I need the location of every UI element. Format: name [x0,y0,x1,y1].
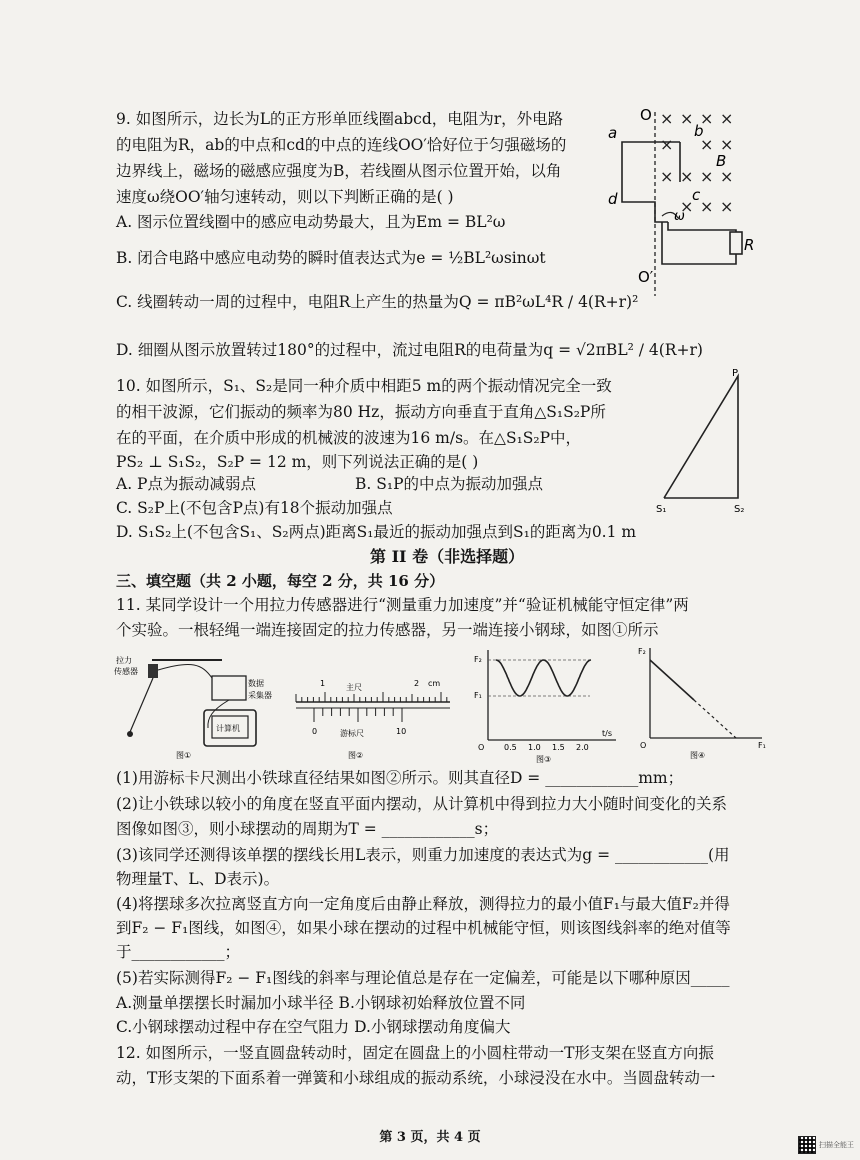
fig2-tick-2: 2 [414,679,420,688]
q11-intro-2: 个实验。一根轻绳一端连接固定的拉力传感器，另一端连接小钢球，如图①所示 [116,621,659,639]
label-b-field: B [716,152,727,170]
q9-line-4: 速度ω绕OO′轴匀速转动，则以下判断正确的是( ) [116,188,454,206]
q12-line-2: 动，T形支架的下面系着一弹簧和小球组成的振动系统，小球浸没在水中。当圆盘转动一 [116,1069,716,1087]
q10-line-1: 10. 如图所示，S₁、S₂是同一种介质中相距5 m的两个振动情况完全一致 [116,377,612,395]
fig3-force-curve [496,660,591,696]
q9-option-a: A. 图示位置线圈中的感应电动势最大，且为Em = BL²ω [116,213,506,231]
label-s1: S₁ [656,504,667,515]
fig3-tick-0-5: 0.5 [504,743,517,752]
q9-line-2: 的电阻为R，ab的中点和cd的中点的连线OO′恰好位于匀强磁场的 [116,136,567,154]
q12-line-1: 12. 如图所示，一竖直圆盘转动时，固定在圆盘上的小圆柱带动一T形支架在竖直方向振 [116,1044,714,1062]
fig1-collector-label-2: 采集器 [248,691,272,700]
section3-title: 三、填空题（共 2 小题，每空 2 分，共 16 分） [116,572,445,590]
scanner-stamp [798,1136,854,1154]
q10-line-2: 的相干波源，它们振动的频率为80 Hz，振动方向垂直于直角△S₁S₂P所 [116,403,606,421]
fig3-f2: F₂ [474,655,482,664]
q9-line-1: 9. 如图所示，边长为L的正方形单匝线圈abcd，电阻为r，外电路 [116,110,564,128]
label-d: d [608,190,618,208]
q11-part-2b: 图像如图③，则小球摆动的周期为T = ____________s； [116,820,499,838]
fig2-unit: cm [428,679,441,688]
q9-option-b: B. 闭合电路中感应电动势的瞬时值表达式为e = ½BL²ωsinωt [116,249,546,267]
field-cross: × [660,167,674,186]
q11-figure-2 [290,672,460,762]
field-cross: × [700,135,714,154]
field-cross: × [680,167,694,186]
label-o: O [640,106,652,124]
field-cross: × [680,197,694,216]
label-s2: S₂ [734,504,745,515]
fig3-tick-1-0: 1.0 [528,743,541,752]
part2-title: 第 II 卷（非选择题） [370,547,525,566]
q11-part-4a: (4)将摆球多次拉离竖直方向一定角度后由静止释放，测得拉力的最小值F₁与最大值F₂并得 [116,895,730,913]
fig3-t-axis: t/s [602,729,612,738]
fig4-f1: F₁ [758,741,766,750]
q11-part-4c: 于____________； [116,943,241,961]
field-cross: × [720,167,734,186]
fig2-tick-1: 1 [320,679,326,688]
fig3-f1: F₁ [474,691,482,700]
label-p: P [732,368,739,379]
field-cross: × [720,197,734,216]
fig2-vernier-label: 游标尺 [340,729,364,738]
fig3-tick-2-0: 2.0 [576,743,589,752]
q9-line-3: 边界线上，磁场的磁感应强度为B，若线圈从图示位置开始，以角 [116,162,562,180]
field-cross: × [720,109,734,128]
q9-option-c: C. 线圈转动一周的过程中，电阻R上产生的热量为Q = πB²ωL⁴R / 4(R+r)² [116,293,639,311]
q11-part-5-options-ab: A.测量单摆摆长时漏加小球半径 B.小钢球初始释放位置不同 [116,994,526,1012]
fig4-caption: 图④ [690,751,706,760]
fig4-f2: F₂ [638,647,646,656]
q10-option-b: B. S₁P的中点为振动加强点 [355,475,544,493]
q11-figure-4 [634,644,774,764]
fig2-main-scale: 主尺 [346,683,362,692]
q11-figure-3 [466,644,626,764]
q11-part-3b: 物理量T、L、D表示)。 [116,870,280,888]
field-cross: × [660,109,674,128]
field-cross: × [700,167,714,186]
label-omega: ω [674,209,685,224]
q11-part-4b: 到F₂ − F₁图线，如图④，如果小球在摆动的过程中机械能守恒，则该图线斜率的绝对值等 [116,919,731,937]
q11-part-5-options-cd: C.小钢球摆动过程中存在空气阻力 D.小钢球摆动角度偏大 [116,1018,511,1036]
qr-code-icon [798,1136,816,1154]
q9-option-d: D. 细圈从图示放置转过180°的过程中，流过电阻R的电荷量为q = √2πBL² / 4(R+r) [116,341,703,359]
q10-triangle-figure [648,366,758,516]
q11-part-2a: (2)让小铁球以较小的角度在竖直平面内摆动，从计算机中得到拉力大小随时间变化的关系 [116,795,727,813]
fig2-caption: 图② [348,751,364,760]
field-cross: × [680,109,694,128]
q10-line-4: PS₂ ⊥ S₁S₂，S₂P = 12 m，则下列说法正确的是( ) [116,453,479,471]
label-b: b [694,122,704,140]
fig4-dashed-line [694,700,736,738]
fig1-collector-label: 数据 [248,679,264,688]
q9-coil-figure [600,104,760,300]
q10-option-a: A. P点为振动减弱点 [116,475,256,493]
label-a: a [608,124,618,142]
fig2-v0: 0 [312,727,318,736]
q11-part-5: (5)若实际测得F₂ − F₁图线的斜率与理论值总是存在一定偏差，可能是以下哪种原因_____ [116,969,730,987]
resistor-r [730,232,742,254]
q10-line-3: 在的平面，在介质中形成的机械波的波速为16 m/s。在△S₁S₂P中， [116,429,582,447]
fig1-sensor-label-2: 传感器 [114,667,138,676]
q11-part-1: (1)用游标卡尺测出小铁球直径结果如图②所示。则其直径D = ____________mm； [116,769,684,787]
label-c: c [692,186,701,204]
fig3-origin: O [478,743,485,752]
field-cross: × [720,135,734,154]
label-o-prime: O′ [638,268,654,286]
scanner-stamp-label: 扫描全能王 [819,1141,854,1149]
page-footer: 第 3 页，共 4 页 [379,1130,481,1145]
fig1-caption: 图① [176,751,192,760]
q10-option-d: D. S₁S₂上(不包含S₁、S₂两点)距离S₁最近的振动加强点到S₁的距离为0.1 m [116,523,637,541]
label-r: R [744,236,755,254]
fig2-v10: 10 [396,727,407,736]
fig4-origin: O [640,741,647,750]
field-cross: × [700,197,714,216]
q11-figure-1 [112,650,277,760]
q10-option-c: C. S₂P上(不包含P点)有18个振动加强点 [116,499,393,517]
fig4-solid-line [650,660,694,700]
fig1-computer-label: 计算机 [216,724,240,733]
fig3-tick-1-5: 1.5 [552,743,565,752]
field-cross: × [700,109,714,128]
fig1-sensor-label: 拉力 [116,656,132,665]
q11-part-3a: (3)该同学还测得该单摆的摆线长用L表示，则重力加速度的表达式为g = ____________(用 [116,846,730,864]
fig3-caption: 图③ [536,755,552,764]
q11-intro-1: 11. 某同学设计一个用拉力传感器进行“测量重力加速度”并“验证机械能守恒定律”两 [116,596,689,614]
field-cross: × [660,135,674,154]
